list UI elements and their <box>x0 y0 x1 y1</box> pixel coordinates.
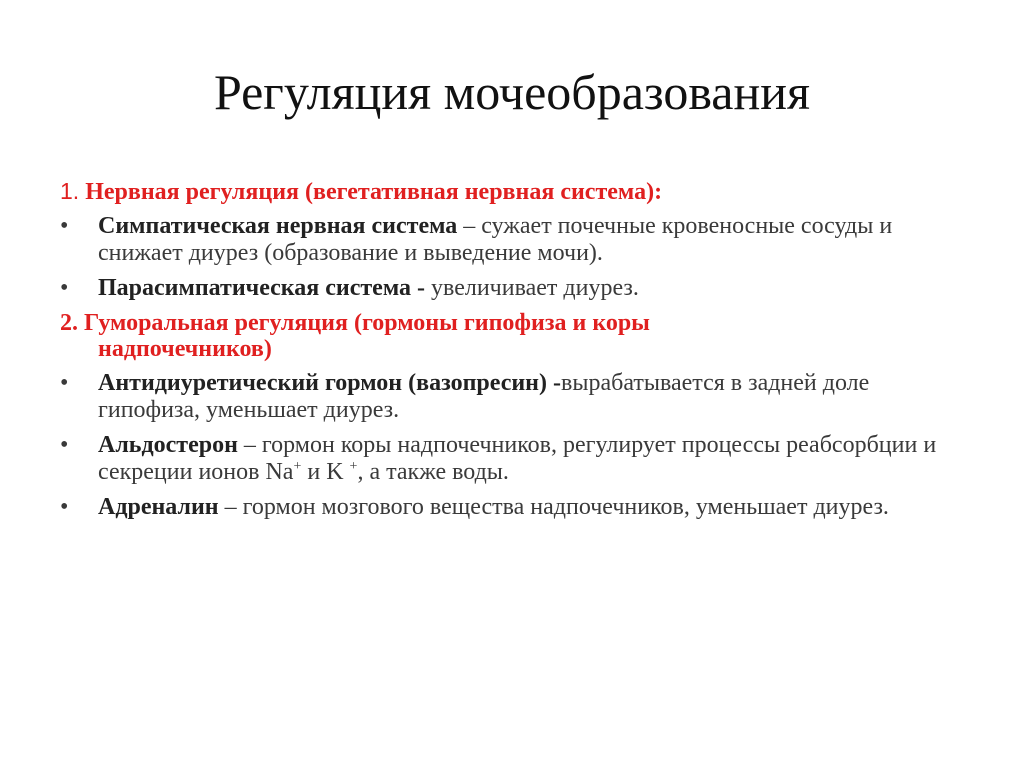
item-text: – сужает почечные кровеносные сосуды и снижает диурез (образование и выведение мочи). <box>98 213 893 266</box>
section-heading-nervous <box>60 178 960 205</box>
bullet: • <box>60 432 69 458</box>
list-item-parasympathetic <box>60 275 960 302</box>
superscript-plus: + <box>293 459 302 474</box>
section-number: 1. <box>60 178 80 204</box>
list-item-adh <box>60 370 960 424</box>
slide-title: Регуляция мочеобразования <box>213 64 811 120</box>
list-item-aldosterone <box>60 432 960 486</box>
superscript-plus: + <box>349 459 358 474</box>
list-item-sympathetic <box>60 213 960 267</box>
slide-content <box>60 178 960 529</box>
item-text: – гормон мозгового вещества надпочечников, уменьшает диурез. <box>218 494 889 520</box>
item-text: , а также воды. <box>357 459 509 485</box>
term-sympathetic: Симпатическая нервная система <box>98 213 458 239</box>
item-text: – гормон коры надпочечников, регулирует процессы реабсорбции и секреции ионов Na <box>98 432 937 485</box>
section-heading-line2: надпочечников) <box>98 336 272 362</box>
section-heading-text: Нервная регуляция (вегетативная нервная система): <box>79 179 663 205</box>
section-heading-humoral <box>60 310 960 362</box>
item-text: и K <box>301 459 350 485</box>
section-heading-line1: 2. Гуморальная регуляция (гормоны гипофиза и коры <box>60 310 650 336</box>
term-aldosterone: Альдостерон <box>98 432 238 458</box>
bullet: • <box>60 494 69 520</box>
term-adh: Антидиуретический гормон (вазопресин) - <box>98 370 561 396</box>
bullet: • <box>60 213 69 239</box>
bullet: • <box>60 370 69 396</box>
item-text: увеличивает диурез. <box>425 275 639 301</box>
term-parasympathetic: Парасимпатическая система - <box>98 275 425 301</box>
term-adrenaline: Адреналин <box>98 494 219 520</box>
item-text: вырабатывается в задней доле гипофиза, уменьшает диурез. <box>98 370 870 423</box>
bullet: • <box>60 275 69 301</box>
list-item-adrenaline <box>60 494 960 521</box>
